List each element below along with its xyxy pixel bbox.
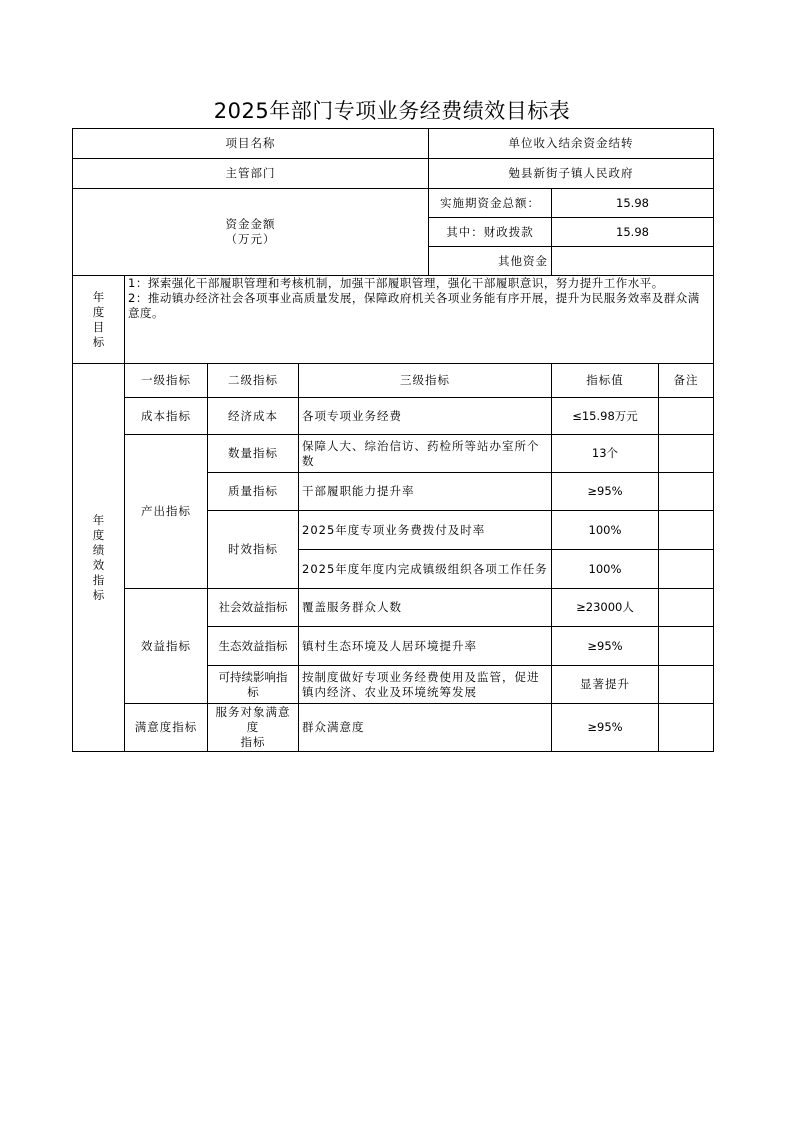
perf-label-char: 指 <box>92 572 105 587</box>
cost-note <box>659 398 714 435</box>
satisfaction-note <box>659 704 714 752</box>
sustain-level2-line1: 可持续影响指 <box>218 669 288 684</box>
satisfaction-level2 <box>208 704 299 752</box>
quantity-value: 13个 <box>552 435 659 473</box>
sustain-level2-line2: 标 <box>247 684 259 699</box>
cost-level2: 经济成本 <box>208 398 299 435</box>
quality-note <box>659 473 714 511</box>
header-level3: 三级指标 <box>299 364 552 398</box>
social-value: ≥23000人 <box>552 589 659 627</box>
other-label: 其他资金 <box>429 247 552 276</box>
perf-label-char: 度 <box>92 527 105 542</box>
eco-level2: 生态效益指标 <box>208 627 299 666</box>
indicator-header-row <box>73 364 714 398</box>
cost-level1: 成本指标 <box>125 398 208 435</box>
timeliness-note-2 <box>659 550 714 589</box>
sustain-value: 显著提升 <box>552 666 659 704</box>
performance-table <box>72 128 714 752</box>
funds-label-line1: 资金金额 <box>225 217 276 231</box>
total-funds-row <box>73 189 714 218</box>
timeliness-level3-1: 2025年度专项业务费拨付及时率 <box>299 511 552 550</box>
annual-goals-label-char: 度 <box>92 304 105 319</box>
total-funds-value: 15.98 <box>552 189 714 218</box>
cost-level3: 各项专项业务经费 <box>299 398 552 435</box>
timeliness-note-1 <box>659 511 714 550</box>
dept-row <box>73 159 714 189</box>
annual-goal-1: 1：探索强化干部履职管理和考核机制，加强干部履职管理，强化干部履职意识，努力提升工作水平。 <box>128 276 664 290</box>
fiscal-label: 其中：财政拨款 <box>429 218 552 247</box>
total-funds-label: 实施期资金总额： <box>429 189 552 218</box>
timeliness-value-2: 100% <box>552 550 659 589</box>
header-level2: 二级指标 <box>208 364 299 398</box>
quality-level2: 质量指标 <box>208 473 299 511</box>
funds-label <box>73 189 429 276</box>
dept-label: 主管部门 <box>73 159 429 189</box>
annual-goals-label-char: 年 <box>92 289 105 304</box>
quality-value: ≥95% <box>552 473 659 511</box>
page-title: 2025年部门专项业务经费绩效目标表 <box>213 99 571 123</box>
satisfaction-row <box>73 704 714 752</box>
social-level2: 社会效益指标 <box>208 589 299 627</box>
satisfaction-value: ≥95% <box>552 704 659 752</box>
social-note <box>659 589 714 627</box>
annual-goals-label-char: 标 <box>92 334 105 349</box>
perf-label-char: 年 <box>92 512 105 527</box>
header-level1: 一级指标 <box>125 364 208 398</box>
eco-value: ≥95% <box>552 627 659 666</box>
header-value: 指标值 <box>552 364 659 398</box>
quality-level3: 干部履职能力提升率 <box>299 473 552 511</box>
project-name-row <box>73 129 714 159</box>
performance-indicators-label <box>73 364 125 752</box>
fiscal-value: 15.98 <box>552 218 714 247</box>
dept-value: 勉县新街子镇人民政府 <box>429 159 714 189</box>
funds-label-line2: （万元） <box>225 232 276 246</box>
satisfaction-level2-line3: 指标 <box>240 735 266 749</box>
project-name-value: 单位收入结余资金结转 <box>429 129 714 159</box>
satisfaction-level2-line1: 服务对象满意 <box>215 705 291 719</box>
perf-label-char: 绩 <box>92 542 105 557</box>
annual-goals-row <box>73 276 714 364</box>
quantity-note <box>659 435 714 473</box>
timeliness-value-1: 100% <box>552 511 659 550</box>
benefit-social-row <box>73 589 714 627</box>
eco-note <box>659 627 714 666</box>
satisfaction-level1: 满意度指标 <box>125 704 208 752</box>
quantity-level2: 数量指标 <box>208 435 299 473</box>
cost-value: ≤15.98万元 <box>552 398 659 435</box>
annual-goals-text <box>125 276 714 364</box>
annual-goal-2: 2：推动镇办经济社会各项事业高质量发展，保障政府机关各项业务能有序开展，提升为民服务效率及群众满意度。 <box>128 291 700 320</box>
annual-goals-label-char: 目 <box>92 319 105 334</box>
perf-label-char: 效 <box>92 557 105 572</box>
quantity-level3: 保障人大、综治信访、药检所等站办室所个数 <box>299 435 552 473</box>
timeliness-level3-2: 2025年度年度内完成镇级组织各项工作任务 <box>299 550 552 589</box>
header-note: 备注 <box>659 364 714 398</box>
sustain-note <box>659 666 714 704</box>
project-name-label: 项目名称 <box>73 129 429 159</box>
sustain-level3: 按制度做好专项业务经费使用及监管，促进镇内经济、农业及环境统筹发展 <box>299 666 552 704</box>
perf-label-char: 标 <box>92 587 105 602</box>
timeliness-level2: 时效指标 <box>208 511 299 589</box>
output-level1: 产出指标 <box>125 435 208 589</box>
cost-row <box>73 398 714 435</box>
eco-level3: 镇村生态环境及人居环境提升率 <box>299 627 552 666</box>
social-level3: 覆盖服务群众人数 <box>299 589 552 627</box>
benefit-level1: 效益指标 <box>125 589 208 704</box>
satisfaction-level2-line2: 度 <box>246 720 260 734</box>
other-value <box>552 247 714 276</box>
sustain-level2 <box>208 666 299 704</box>
annual-goals-label <box>73 276 125 364</box>
satisfaction-level3: 群众满意度 <box>299 704 552 752</box>
output-quantity-row <box>73 435 714 473</box>
